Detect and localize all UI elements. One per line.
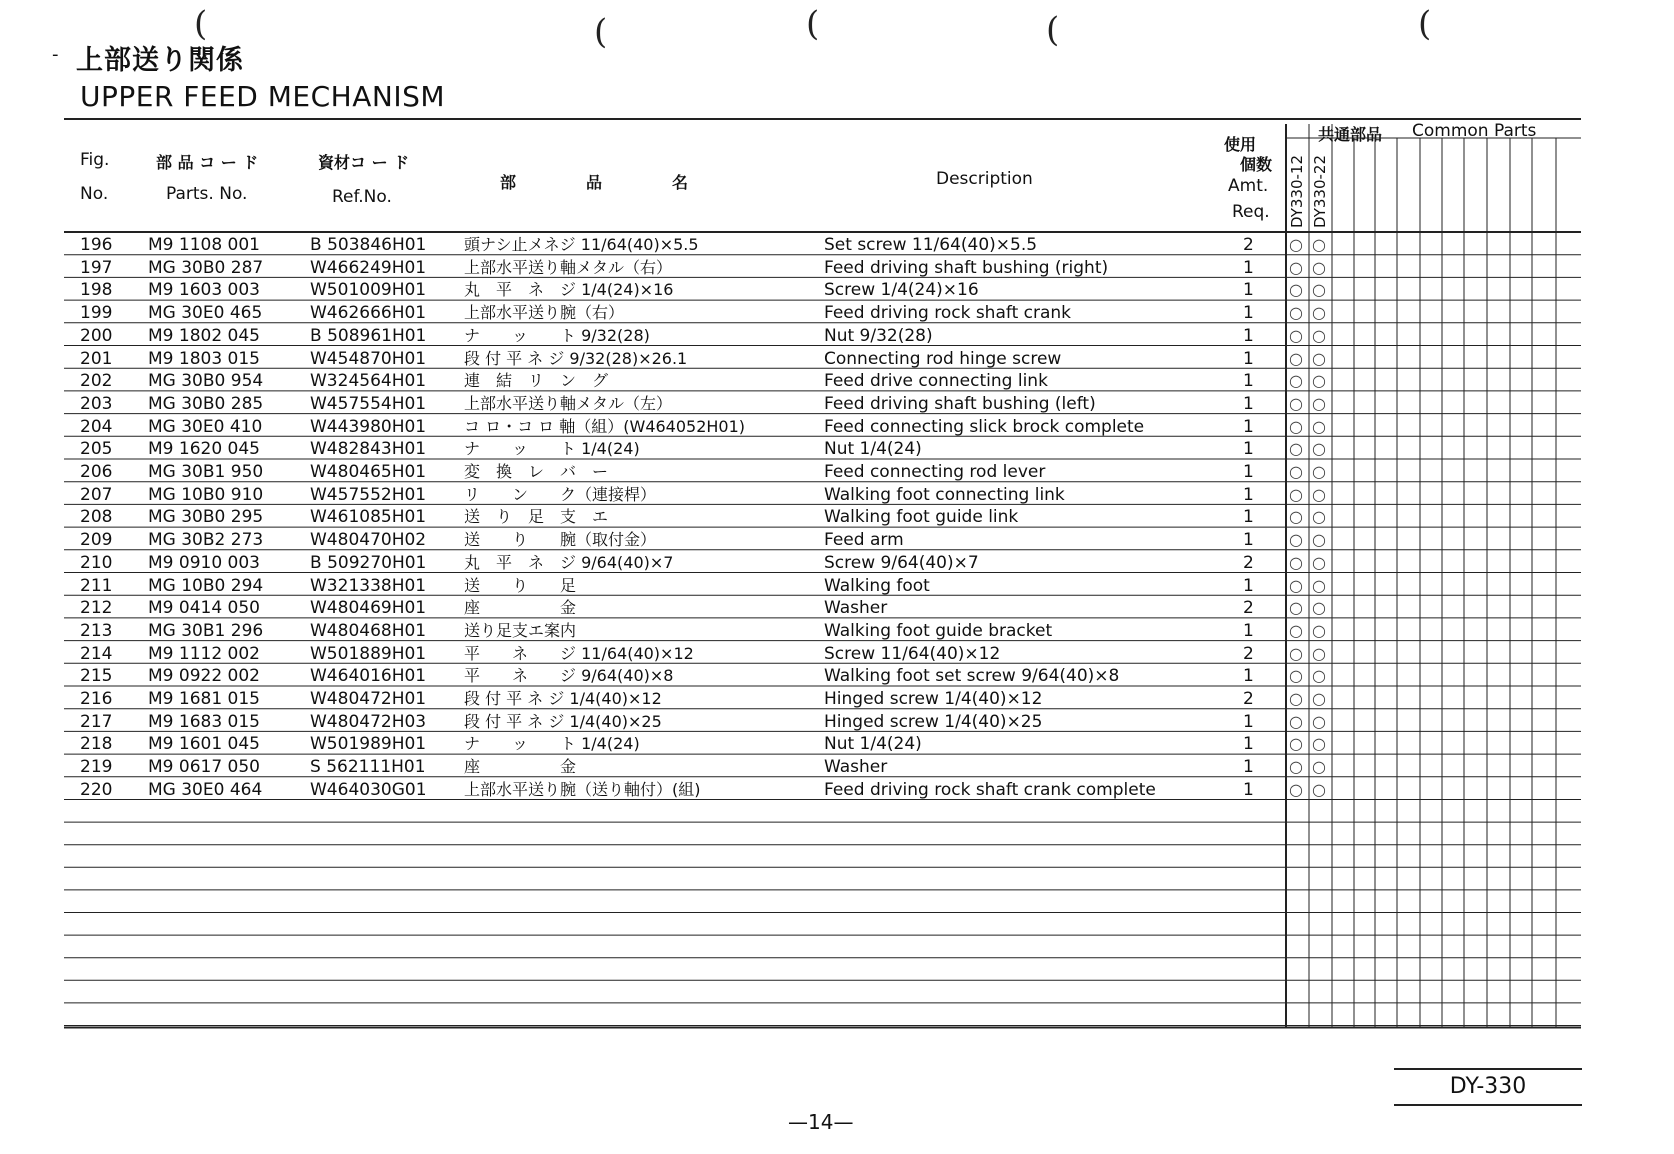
model-2-mark: ○ [1312,598,1326,618]
amount-cell: 1 [1243,757,1254,778]
name-jp-cell: 段 付 平 ネ ジ 9/32(28)×26.1 [464,348,688,368]
table-row [0,302,1674,324]
model-2-mark: ○ [1312,371,1326,391]
model-1-mark: ○ [1289,371,1303,391]
description-cell: Walking foot connecting link [824,484,1065,505]
model-1-mark: ○ [1289,734,1303,754]
parts-no-cell: MG 30E0 410 [148,416,263,437]
description-cell: Walking foot set screw 9/64(40)×8 [824,666,1120,687]
fig-cell: 201 [80,348,113,369]
amount-cell: 1 [1243,666,1254,687]
page-title-jp: 上部送り関係 [76,45,244,76]
name-jp-cell: 送 り 腕（取付金） [464,530,657,550]
table-row [0,688,1674,710]
table-row [0,779,1674,801]
description-cell: Screw 9/64(40)×7 [824,552,979,573]
description-cell: Feed driving shaft bushing (right) [824,257,1109,278]
model-2-mark: ○ [1312,507,1326,527]
header-name-2: 品 [586,173,603,192]
model-1-mark: ○ [1289,325,1303,345]
parts-no-cell: M9 1108 001 [148,235,261,255]
table-row [0,711,1674,733]
dash-mark: - [52,44,59,65]
amount-cell: 2 [1243,689,1254,709]
fig-cell: 203 [80,393,113,414]
description-cell: Connecting rod hinge screw [824,348,1062,369]
model-2-mark: ○ [1312,257,1326,277]
amount-cell: 1 [1243,734,1254,755]
model-2-mark: ○ [1312,416,1326,436]
model-1-mark: ○ [1289,462,1303,481]
parts-no-cell: MG 30B0 295 [148,507,264,528]
ref-no-cell: B 503846H01 [310,235,427,255]
model-1-mark: ○ [1289,779,1303,799]
parts-no-cell: M9 1603 003 [148,280,261,301]
model-2-mark: ○ [1312,235,1326,254]
ref-no-cell: W480472H03 [310,711,427,732]
amount-cell: 1 [1243,439,1254,460]
amount-cell: 1 [1243,416,1254,437]
page-title: UPPER FEED MECHANISM [80,80,446,113]
fig-cell: 208 [80,507,113,528]
model-1-mark: ○ [1289,643,1303,663]
name-jp-cell: 段 付 平 ネ ジ 1/4(40)×25 [464,711,662,731]
model-1-mark: ○ [1289,484,1303,504]
ref-no-cell: W457554H01 [310,393,427,414]
model-1-mark: ○ [1289,348,1303,368]
ref-no-cell: W501889H01 [310,643,427,664]
name-jp-cell: 平 ネ ジ 11/64(40)×12 [464,643,694,663]
table-row [0,484,1674,506]
fig-cell: 197 [80,257,113,278]
description-cell: Nut 1/4(24) [824,439,922,460]
amount-cell: 2 [1243,552,1254,573]
ref-no-cell: W454870H01 [310,348,427,369]
ref-no-cell: W462666H01 [310,303,427,324]
model-1-mark: ○ [1289,757,1303,777]
name-jp-cell: 送 り 足 [464,575,577,595]
model-1-mark: ○ [1289,530,1303,550]
name-jp-cell: 座 金 [464,757,577,777]
parts-no-cell: MG 30B0 287 [148,257,264,278]
page-number: —14— [788,1110,854,1134]
parts-no-cell: M9 0617 050 [148,757,261,778]
fig-cell: 210 [80,552,113,573]
header-amt-jp1: 使用 [1224,135,1257,154]
table-row [0,348,1674,370]
model-1-mark: ○ [1289,393,1303,413]
model-1-mark: ○ [1289,666,1303,686]
parts-no-cell: MG 10B0 294 [148,575,264,596]
ref-no-cell: W501989H01 [310,734,427,755]
name-jp-cell: 上部水平送り軸メタル（左） [464,393,673,413]
model-1-mark: ○ [1289,620,1303,640]
table-row [0,416,1674,438]
model-label: DY-330 [1394,1068,1582,1106]
parts-no-cell: MG 30B0 954 [148,371,264,392]
model-2-mark: ○ [1312,484,1326,504]
name-jp-cell: コ ロ・コ ロ 軸（組）(W464052H01) [464,416,746,436]
fig-cell: 220 [80,779,113,800]
parts-no-cell: MG 30B0 285 [148,393,264,414]
ref-no-cell: W457552H01 [310,484,427,505]
amount-cell: 1 [1243,575,1254,596]
amount-cell: 1 [1243,462,1254,482]
parts-no-cell: MG 30B1 950 [148,462,264,482]
model-2-mark: ○ [1312,711,1326,731]
fig-cell: 206 [80,462,113,482]
model-2-mark: ○ [1312,643,1326,663]
table-row [0,370,1674,392]
description-cell: Hinged screw 1/4(40)×12 [824,689,1043,709]
table-row [0,234,1674,256]
table-row [0,438,1674,460]
model-1-mark: ○ [1289,598,1303,618]
model-1-mark: ○ [1289,689,1303,708]
header-common-jp: 共通部品 [1318,125,1383,144]
binder-mark: ( [1418,4,1432,44]
name-jp-cell: ナ ッ ト 9/32(28) [464,325,650,345]
parts-no-cell: M9 1601 045 [148,734,261,755]
table-row [0,506,1674,528]
amount-cell: 1 [1243,779,1254,800]
description-cell: Walking foot guide bracket [824,620,1053,641]
header-parts-no: Parts. No. [166,184,248,204]
amount-cell: 1 [1243,348,1254,369]
model-2-mark: ○ [1312,348,1326,368]
parts-no-cell: M9 0922 002 [148,666,261,687]
header-ref-no: Ref.No. [332,187,392,207]
amount-cell: 1 [1243,280,1254,301]
description-cell: Feed arm [824,530,904,551]
amount-cell: 2 [1243,643,1254,664]
model-2-mark: ○ [1312,393,1326,413]
name-jp-cell: 送 り 足 支 エ [464,507,609,527]
name-jp-cell: 丸 平 ネ ジ 1/4(24)×16 [464,280,674,300]
parts-no-cell: MG 30E0 464 [148,779,263,800]
model-2-mark: ○ [1312,530,1326,550]
description-cell: Feed driving rock shaft crank [824,303,1072,324]
model-2-mark: ○ [1312,757,1326,777]
header-amt-jp2: 個数 [1240,155,1273,174]
binder-mark: ( [806,4,820,44]
description-cell: Feed driving rock shaft crank complete [824,779,1156,800]
header-amt-en1: Amt. [1228,176,1269,196]
name-jp-cell: 平 ネ ジ 9/64(40)×8 [464,666,674,686]
amount-cell: 1 [1243,325,1254,346]
table-row [0,529,1674,551]
amount-cell: 2 [1243,598,1254,619]
parts-no-cell: MG 10B0 910 [148,484,264,505]
ref-no-cell: W480470H02 [310,530,427,551]
model-2-mark: ○ [1312,575,1326,595]
model-2-mark: ○ [1312,552,1326,572]
fig-cell: 207 [80,484,113,505]
table-row [0,756,1674,778]
name-jp-cell: 上部水平送り腕（送り軸付）(組) [464,779,701,799]
ref-no-cell: W321338H01 [310,575,427,596]
name-jp-cell: リ ン ク（連接桿） [464,484,657,504]
table-row [0,552,1674,574]
amount-cell: 1 [1243,257,1254,278]
table-row [0,325,1674,347]
fig-cell: 205 [80,439,113,460]
amount-cell: 2 [1243,235,1254,255]
ref-no-cell: W480468H01 [310,620,427,641]
name-jp-cell: 段 付 平 ネ ジ 1/4(40)×12 [464,689,662,708]
ref-no-cell: B 508961H01 [310,325,427,346]
ref-no-cell: W480469H01 [310,598,427,619]
name-jp-cell: 座 金 [464,598,577,618]
description-cell: Nut 9/32(28) [824,325,933,346]
description-cell: Feed connecting rod lever [824,462,1046,482]
ref-no-cell: W461085H01 [310,507,427,528]
parts-no-cell: M9 1620 045 [148,439,261,460]
fig-cell: 199 [80,303,113,324]
description-cell: Feed connecting slick brock complete [824,416,1145,437]
model-2-mark: ○ [1312,779,1326,799]
ref-no-cell: W480472H01 [310,689,427,709]
name-jp-cell: ナ ッ ト 1/4(24) [464,439,640,459]
ref-no-cell: S 562111H01 [310,757,426,778]
name-jp-cell: 上部水平送り腕（右） [464,303,625,323]
fig-cell: 196 [80,235,113,255]
header-fig: Fig. [80,150,110,170]
table-row [0,665,1674,687]
name-jp-cell: 頭ナシ止メネジ 11/64(40)×5.5 [464,235,699,254]
ref-no-cell: B 509270H01 [310,552,427,573]
parts-no-cell: M9 1802 045 [148,325,261,346]
fig-cell: 211 [80,575,113,596]
model-2-mark: ○ [1312,325,1326,345]
model-1-mark: ○ [1289,575,1303,595]
fig-cell: 214 [80,643,113,664]
ref-no-cell: W464016H01 [310,666,427,687]
parts-no-cell: M9 1803 015 [148,348,261,369]
parts-no-cell: MG 30E0 465 [148,303,263,324]
fig-cell: 204 [80,416,113,437]
amount-cell: 1 [1243,620,1254,641]
fig-cell: 209 [80,530,113,551]
table-row [0,597,1674,619]
amount-cell: 1 [1243,711,1254,732]
model-2-mark: ○ [1312,734,1326,754]
name-jp-cell: 上部水平送り軸メタル（右） [464,257,673,277]
model-1-mark: ○ [1289,416,1303,436]
description-cell: Feed driving shaft bushing (left) [824,393,1096,414]
ref-no-cell: W443980H01 [310,416,427,437]
description-cell: Set screw 11/64(40)×5.5 [824,235,1038,255]
header-model-2: DY330-22 [1311,154,1329,228]
description-cell: Nut 1/4(24) [824,734,922,755]
ref-no-cell: W482843H01 [310,439,427,460]
fig-cell: 202 [80,371,113,392]
header-ref-jp: 資材コ ー ド [318,153,410,172]
model-1-mark: ○ [1289,711,1303,731]
fig-cell: 218 [80,734,113,755]
fig-cell: 213 [80,620,113,641]
ref-no-cell: W480465H01 [310,462,427,482]
description-cell: Walking foot guide link [824,507,1019,528]
table-row [0,643,1674,665]
model-2-mark: ○ [1312,280,1326,300]
fig-cell: 212 [80,598,113,619]
model-1-mark: ○ [1289,552,1303,572]
model-1-mark: ○ [1289,280,1303,300]
model-2-mark: ○ [1312,439,1326,459]
description-cell: Walking foot [824,575,930,596]
header-parts-jp: 部 品 コ ー ド [156,153,259,172]
description-cell: Feed drive connecting link [824,371,1048,392]
ref-no-cell: W464030G01 [310,779,427,800]
header-description: Description [936,169,1033,189]
model-1-mark: ○ [1289,235,1303,254]
binder-mark: ( [594,12,608,52]
name-jp-cell: 丸 平 ネ ジ 9/64(40)×7 [464,552,674,572]
header-fig-no: No. [80,184,109,204]
model-2-mark: ○ [1312,462,1326,481]
model-2-mark: ○ [1312,303,1326,323]
ref-no-cell: W466249H01 [310,257,427,278]
parts-no-cell: M9 1681 015 [148,689,261,709]
model-1-mark: ○ [1289,303,1303,323]
amount-cell: 1 [1243,507,1254,528]
amount-cell: 1 [1243,303,1254,324]
fig-cell: 200 [80,325,113,346]
table-row [0,461,1674,483]
binder-mark: ( [194,4,208,44]
parts-no-cell: M9 1112 002 [148,643,261,664]
model-2-mark: ○ [1312,689,1326,708]
header-common-en: Common Parts [1412,121,1537,141]
header-name-1: 部 [500,173,517,192]
description-cell: Screw 11/64(40)×12 [824,643,1001,664]
amount-cell: 1 [1243,484,1254,505]
parts-no-cell: M9 0910 003 [148,552,261,573]
model-2-mark: ○ [1312,666,1326,686]
model-1-mark: ○ [1289,257,1303,277]
name-jp-cell: 変 換 レ バ ー [464,462,609,481]
parts-no-cell: MG 30B1 296 [148,620,264,641]
description-cell: Washer [824,757,888,778]
header-model-1: DY330-12 [1288,154,1306,228]
description-cell: Washer [824,598,888,619]
parts-no-cell: MG 30B2 273 [148,530,264,551]
top-rule [64,118,1581,120]
header-name-3: 名 [672,173,689,192]
ref-no-cell: W324564H01 [310,371,427,392]
table-row [0,257,1674,279]
fig-cell: 215 [80,666,113,687]
parts-no-cell: M9 0414 050 [148,598,261,619]
table-row [0,620,1674,642]
fig-cell: 219 [80,757,113,778]
name-jp-cell: 送り足支エ案内 [464,620,577,640]
model-2-mark: ○ [1312,620,1326,640]
table-row [0,393,1674,415]
fig-cell: 217 [80,711,113,732]
name-jp-cell: ナ ッ ト 1/4(24) [464,734,640,754]
parts-no-cell: M9 1683 015 [148,711,261,732]
binder-mark: ( [1046,10,1060,50]
amount-cell: 1 [1243,530,1254,551]
table-row [0,733,1674,755]
fig-cell: 216 [80,689,113,709]
table-row [0,279,1674,301]
model-1-mark: ○ [1289,439,1303,459]
table-row [0,575,1674,597]
ref-no-cell: W501009H01 [310,280,427,301]
model-1-mark: ○ [1289,507,1303,527]
amount-cell: 1 [1243,371,1254,392]
amount-cell: 1 [1243,393,1254,414]
description-cell: Screw 1/4(24)×16 [824,280,979,301]
header-amt-en2: Req. [1232,202,1270,222]
fig-cell: 198 [80,280,113,301]
name-jp-cell: 連 結 リ ン グ [464,371,609,391]
description-cell: Hinged screw 1/4(40)×25 [824,711,1043,732]
